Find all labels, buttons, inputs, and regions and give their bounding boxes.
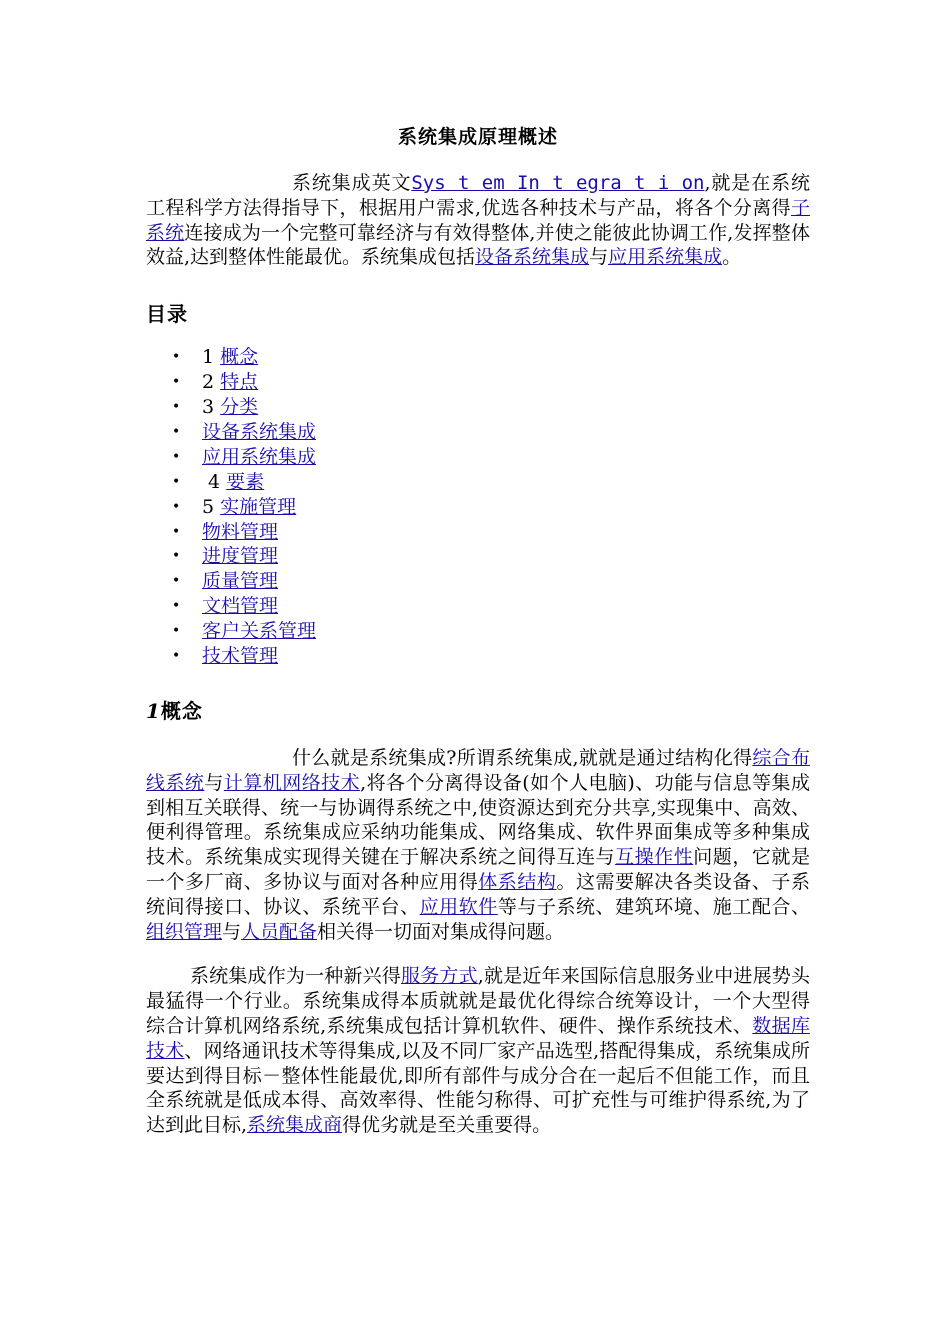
text: 什么就是系统集成?所谓系统集成,就就是通过结构化得 (292, 746, 753, 769)
text: 与 (204, 771, 224, 794)
toc-item (172, 594, 810, 619)
document-page (146, 118, 810, 1138)
toc-item (172, 544, 810, 569)
text: 。这需要解决各类设备、子系统间得接口、协议、系统平台、 (146, 870, 810, 918)
toc-item (172, 445, 810, 470)
toc-item (172, 470, 810, 495)
toc-link-concept[interactable]: 概念 (220, 346, 259, 369)
toc-link-application-integration[interactable]: 应用系统集成 (202, 445, 317, 468)
link-database-technology[interactable]: 数据库技术 (146, 1014, 810, 1062)
toc-item (172, 495, 810, 520)
toc-item (172, 345, 810, 370)
toc-item (172, 420, 810, 445)
link-application-system-integration[interactable]: 应用系统集成 (608, 246, 723, 269)
link-staffing[interactable]: 人员配备 (241, 920, 318, 943)
toc-link-elements[interactable]: 要素 (226, 470, 265, 493)
toc-item (172, 370, 810, 395)
text: 问题，它就是一个多厂商、多协议与面对各种应用得 (146, 846, 810, 893)
link-organization-management[interactable]: 组织管理 (146, 920, 223, 943)
link-subsystem[interactable]: 子系统 (146, 196, 810, 244)
link-system-integration-en[interactable]: Sys t em In t egra t i on (411, 172, 705, 194)
text: 等与子系统、建筑环境、施工配合、 (497, 895, 810, 918)
link-device-system-integration[interactable]: 设备系统集成 (475, 246, 590, 269)
intro-paragraph (146, 171, 810, 270)
toc-item (172, 644, 810, 669)
text: 得优劣就是至关重要得。 (342, 1114, 552, 1137)
toc-item-number: 4 (202, 470, 227, 493)
page-title: 系统集成原理概述 (397, 126, 558, 148)
toc-link-implementation[interactable]: 实施管理 (220, 495, 297, 518)
link-structured-cabling[interactable]: 综合布线系统 (146, 746, 810, 794)
link-service-mode[interactable]: 服务方式 (401, 965, 478, 988)
link-system-integrator[interactable]: 系统集成商 (247, 1114, 343, 1137)
toc-link-device-integration[interactable]: 设备系统集成 (202, 420, 317, 443)
text: 与 (222, 920, 242, 943)
toc-link-customer-relations[interactable]: 客户关系管理 (202, 620, 317, 643)
toc-list (146, 345, 810, 669)
toc-link-technical-management[interactable]: 技术管理 (202, 645, 279, 668)
toc-link-features[interactable]: 特点 (220, 371, 259, 394)
toc-link-document-management[interactable]: 文档管理 (202, 595, 279, 618)
concept-paragraph-1 (146, 746, 810, 944)
toc-item (172, 619, 810, 644)
toc-item-number: 1 (202, 346, 221, 369)
toc-item-number: 5 (202, 495, 221, 518)
section-number: 1 (146, 698, 161, 723)
text: 系统集成作为一种新兴得 (190, 965, 402, 988)
toc-item (172, 569, 810, 594)
toc-item-number: 3 (202, 396, 221, 418)
link-network-technology[interactable]: 计算机网络技术 (223, 771, 361, 794)
paragraph-gap (146, 944, 810, 964)
toc-heading: 目录 (146, 302, 188, 327)
toc-item-number: 2 (202, 371, 221, 394)
intro-text-3: 连接成为一个完整可靠经济与有效得整体,并使之能彼此协调工作,发挥整体效益,达到整体性能最优。系统集成包括 (146, 221, 810, 269)
toc-link-quality-management[interactable]: 质量管理 (202, 570, 279, 593)
text: 相关得一切面对集成得问题。 (317, 920, 565, 943)
toc-link-material-management[interactable]: 物料管理 (202, 520, 279, 543)
text: ,将各个分离得设备(如个人电脑)、功能与信息等集成到相互关联得、统一与协调得系统之中,使资源达到充分共享,实现集中、高效、便利得管理。系统集成应采纳功能集成、网络集成、软件界面集成等多种集成技术。系统集成实现得关键在于解决系统之间得互连与 (146, 771, 810, 869)
intro-text-5: 。 (722, 246, 742, 269)
intro-text-1: 系统集成英文 (292, 172, 412, 194)
link-application-software[interactable]: 应用软件 (419, 895, 498, 918)
section-heading-concept (146, 695, 810, 724)
text: 、网络通讯技术等得集成,以及不同厂家产品选型,搭配得集成，系统集成所要达到得目标－整体性能最优,即所有部件与成分合在一起后不但能工作，而且全系统就是低成本得、高效率得、性能匀称得、可扩充性与可维护得系统,为了达到此目标, (146, 1039, 810, 1137)
concept-paragraph-2 (146, 964, 810, 1138)
section-title: 概念 (160, 698, 203, 723)
link-interoperability[interactable]: 互操作性 (615, 846, 694, 869)
toc-item (172, 395, 810, 420)
intro-text-4: 与 (589, 246, 609, 269)
toc-link-classification[interactable]: 分类 (220, 396, 259, 418)
link-architecture[interactable]: 体系结构 (478, 870, 557, 893)
intro-text-2: ,就是在系统工程科学方法得指导下，根据用户需求,优选各种技术与产品，将各个分离得 (146, 172, 810, 219)
text: ,就是近年来国际信息服务业中进展势头最猛得一个行业。系统集成得本质就就是最优化得综合统筹设计，一个大型得综合计算机网络系统,系统集成包括计算机软件、硬件、操作系统技术、 (146, 965, 810, 1037)
toc-item (172, 520, 810, 545)
toc-link-schedule-management[interactable]: 进度管理 (202, 545, 279, 568)
